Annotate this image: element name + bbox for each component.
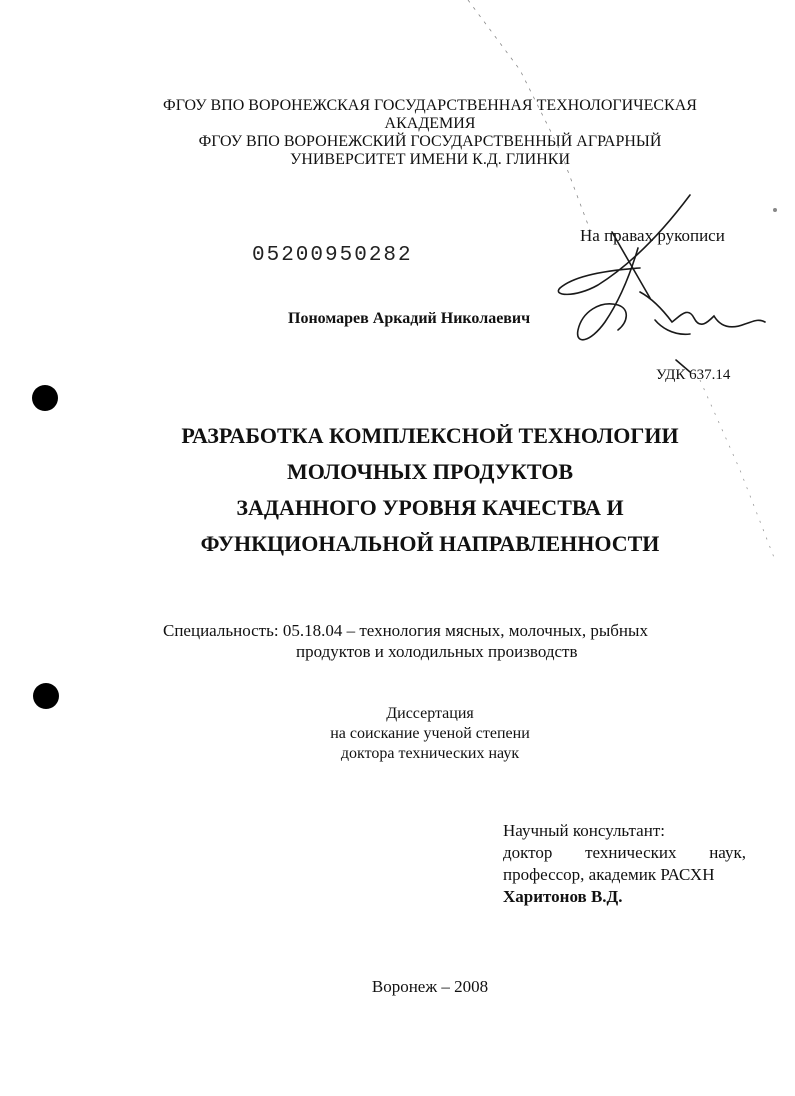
degree-line-3: доктора технических наук [340, 745, 520, 762]
institution-line-4: УНИВЕРСИТЕТ ИМЕНИ К.Д. ГЛИНКИ [289, 151, 570, 168]
specialty-line-2: продуктов и холодильных производств [296, 642, 578, 661]
scan-streak-line [468, 0, 590, 230]
title-line-2: МОЛОЧНЫХ ПРОДУКТОВ [286, 459, 574, 484]
signature-stroke-6 [676, 360, 690, 372]
signature-stroke-4 [640, 292, 765, 327]
signature-stroke-1 [558, 195, 690, 294]
rights-note: На правах рукописи [580, 226, 725, 245]
consultant-line-2: доктор технических наук, [503, 843, 746, 862]
city-year: Воронеж – 2008 [371, 977, 489, 996]
degree-line-1: Диссертация [386, 705, 474, 722]
degree-line-2: на соискание ученой степени [330, 725, 530, 742]
registration-number: 05200950282 [252, 244, 413, 267]
consultant-name: Харитонов В.Д. [503, 887, 623, 906]
institution-line-3: ФГОУ ВПО ВОРОНЕЖСКИЙ ГОСУДАРСТВЕННЫЙ АГРАРНЫЙ [198, 133, 662, 150]
udk-code: УДК 637.14 [656, 367, 731, 383]
title-line-3: ЗАДАННОГО УРОВНЯ КАЧЕСТВА И [236, 495, 624, 520]
consultant-line-3: профессор, академик РАСХН [503, 865, 715, 884]
institution-line-1: ФГОУ ВПО ВОРОНЕЖСКАЯ ГОСУДАРСТВЕННАЯ ТЕХНОЛОГИЧЕСКАЯ [163, 97, 697, 114]
consultant-line-1: Научный консультант: [503, 821, 665, 840]
scan-dot [773, 208, 777, 212]
scan-streak-line-2 [700, 380, 775, 560]
title-line-4: ФУНКЦИОНАЛЬНОЙ НАПРАВЛЕННОСТИ [200, 531, 660, 556]
author-name: Пономарев Аркадий Николаевич [288, 310, 531, 327]
title-line-1: РАЗРАБОТКА КОМПЛЕКСНОЙ ТЕХНОЛОГИИ [181, 423, 679, 448]
institution-line-2: АКАДЕМИЯ [384, 115, 476, 132]
signature [558, 195, 765, 372]
signature-stroke-3 [612, 232, 650, 298]
specialty-line-1: Специальность: 05.18.04 – технология мясных, молочных, рыбных [163, 621, 648, 640]
